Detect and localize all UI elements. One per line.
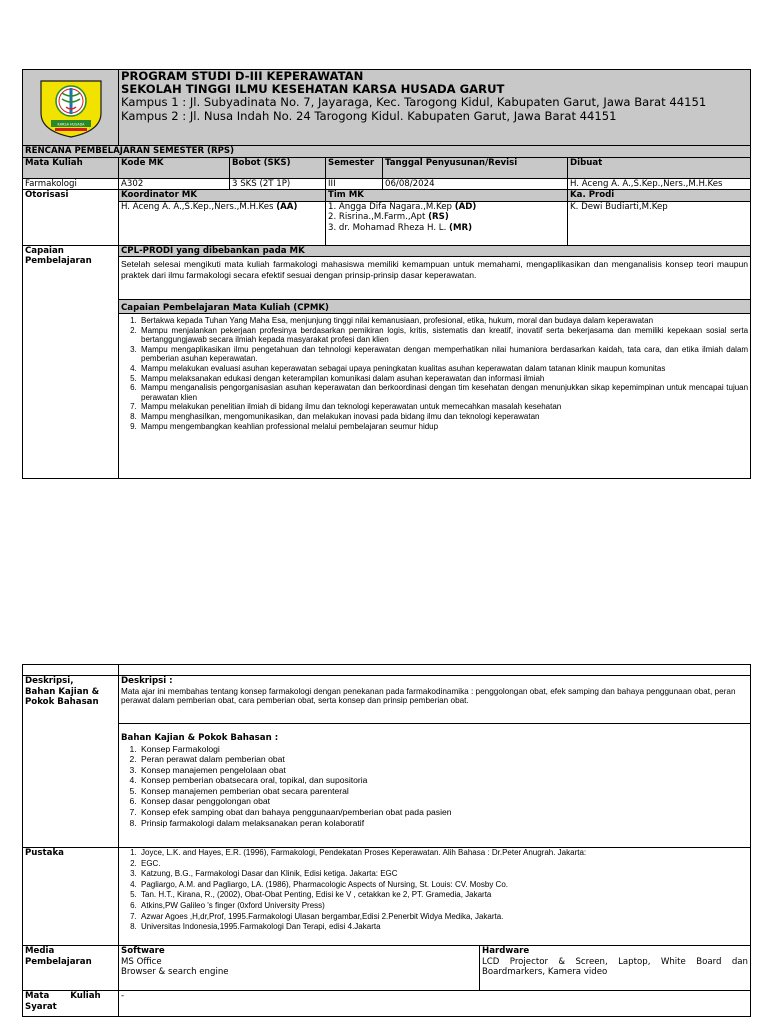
label-mata-kuliah-syarat: Mata Kuliah Syarat [23,991,119,1017]
cpmk-item: 8. Mampu menghasilkan, mengomunikasikan, dan melakukan inovasi pada bidang ilmu dan teknologi keperawatan [139,412,748,422]
pustaka-item: 8. Universitas Indonesia,1995.Farmakologi Dan Terapi, edisi 4.Jakarta [139,922,748,933]
bahan-kajian-item: 6. Konsep dasar penggolongan obat [139,796,748,807]
bahan-kajian-title: Bahan Kajian & Pokok Bahasan : [121,733,279,743]
mata-kuliah-syarat-value: - [119,991,751,1017]
value-bobot: 3 SKS (2T 1P) [230,178,326,190]
koordinator-code: (AA) [276,201,298,212]
pustaka-item: 5. Tan. H.T., Kirana, R., (2002), Obat-Obat Penting, Edisi ke V , cetakkan ke 2, PT. Gramedia, Jakarta [139,890,748,901]
pustaka-item: 2. EGC. [139,859,748,870]
value-mata-kuliah: Farmakologi [23,178,119,190]
software-cell [119,946,480,991]
cpmk-list-cell [119,314,751,479]
software-item: MS Office [121,956,162,967]
bahan-kajian-item: 7. Konsep efek samping obat dan bahaya penggunaan/pemberian obat pada pasien [139,807,748,818]
pustaka-item: 4. Pagliargo, A.M. and Pagliargo, LA. (1986), Pharmacologic Aspects of Nursing, St. Louis: CV. Mosby Co. [139,880,748,891]
ka-prodi-name: K. Dewi Budiarti,M.Kep [568,201,751,245]
logo-text: KARSA HUSADA [57,122,84,126]
cpmk-item: 4. Mampu melakukan evaluasi asuhan keperawatan sebagai upaya peningkatan kualitas asuhan keperawatan dalam tatanan klinik maupun komunitas [139,364,748,374]
cpmk-item: 7. Mampu melakukan penelitian ilmiah di bidang ilmu dan teknologi keperawatan untuk memecahkan masalah kesehatan [139,402,748,412]
value-kode-mk: A302 [119,178,230,190]
bahan-kajian-item: 8. Prinsip farmakologi dalam melaksanakan peran kolaboratif [139,818,748,829]
rps-title: RENCANA PEMBELAJARAN SEMESTER (RPS) [23,146,751,158]
hardware-title: Hardware [482,946,530,956]
school-logo [38,77,104,139]
bahan-kajian-item: 3. Konsep manajemen pengelolaan obat [139,765,748,776]
cpmk-list [121,316,748,431]
bahan-kajian-item: 4. Konsep pemberian obatsecara oral, topikal, dan supositoria [139,775,748,786]
label-media-pembelajaran: Media Pembelajaran [23,946,119,991]
school-title: SEKOLAH TINGGI ILMU KESEHATAN KARSA HUSADA GARUT [121,82,505,96]
logo-cell [23,70,119,146]
hardware-text: LCD Projector & Screen, Laptop, White Board dan Boardmarkers, Kamera video [482,956,748,977]
cpmk-item: 5. Mampu melaksanakan edukasi dengan keterampilan komunikasi dalam asuhan keperawatan dan informasi ilmiah [139,374,748,384]
label-tanggal: Tanggal Penyusunan/Revisi [383,157,568,178]
deskripsi-title: Deskripsi : [121,676,173,686]
koordinator-name: H. Aceng A. A.,S.Kep.,Ners.,M.H.Kes [121,201,274,212]
tim-member: 3. dr. Mohamad Rheza H. L. (MR) [328,222,473,233]
deskripsi-text: Mata ajar ini membahas tentang konsep farmakologi dengan penekanan pada farmakodinamika : penggolongan obat, efek samping dan bahaya penggunaan obat, peran perawat dalam pemberian obat, cara pemberian obat, serta konsep dan prinsip pemberian obat. [121,686,736,706]
cpmk-title: Capaian Pembelajaran Mata Kuliah (CPMK) [119,300,751,314]
cpl-prodi-title: CPL-PRODI yang dibebankan pada MK [119,245,751,257]
label-dibuat: Dibuat [568,157,751,178]
pustaka-item: 1. Joyce, L.K. and Hayes, E.R. (1996), Farmakologi, Pendekatan Proses Keperawatan. Alih Bahasa : Dr.Peter Anugrah. Jakarta: [139,848,748,859]
program-title: PROGRAM STUDI D-III KEPERAWATAN [121,69,364,83]
label-mata-kuliah: Mata Kuliah [23,157,119,178]
blank-cell [23,665,119,676]
tim-member: 1. Angga Difa Nagara.,M.Kep (AD) [328,201,477,212]
hardware-cell [480,946,751,991]
bahan-kajian-item: 1. Konsep Farmakologi [139,744,748,755]
label-semester: Semester [326,157,383,178]
value-tanggal: 06/08/2024 [383,178,568,190]
label-deskripsi: Deskripsi, Bahan Kajian & Pokok Bahasan [23,676,119,848]
cpmk-item: 9. Mampu mengembangkan keahlian professional melalui pembelajaran seumur hidup [139,422,748,432]
koordinator-mk [119,201,326,245]
blank-cell [119,665,751,676]
label-tim-mk: Tim MK [326,190,568,202]
cpmk-item: 3. Mampu mengaplikasikan ilmu pengetahuan dan tehnologi keperawatan dengan memperhatikan nilai humaniora berdasarkan kaidah, tata cara, dan etika ilmiah dalam pemberian asuhan keperawatan. [139,345,748,364]
deskripsi-cell [119,676,751,724]
bahan-kajian-list [121,744,748,829]
rps-table-page-2 [22,664,751,1017]
pustaka-item: 3. Katzung, B.G., Farmakologi Dasar dan Klinik, Edisi ketiga. Jakarta: EGC [139,869,748,880]
bahan-kajian-cell [119,724,751,848]
label-kode-mk: Kode MK [119,157,230,178]
rps-table-page-1 [22,69,751,479]
cpmk-item: 1. Bertakwa kepada Tuhan Yang Maha Esa, menjunjung tinggi nilai kemanusiaan, profesional, etika, hukum, moral dan budaya dalam keperawatan [139,316,748,326]
tim-mk-list [326,201,568,245]
label-pustaka: Pustaka [23,848,119,946]
value-semester: III [326,178,383,190]
value-dibuat: H. Aceng A. A.,S.Kep.,Ners.,M.H.Kes [568,178,751,190]
label-ka-prodi: Ka. Prodi [568,190,751,202]
pustaka-item: 7. Azwar Agoes ,H,dr,Prof, 1995.Farmakologi Ulasan bergambar,Edisi 2.Penerbit Widya Medika, Jakarta. [139,912,748,923]
bahan-kajian-item: 5. Konsep manajemen pemberian obat secara parenteral [139,786,748,797]
label-capaian-pembelajaran: Capaian Pembelajaran [23,245,119,479]
software-item: Browser & search engine [121,967,229,977]
tim-member: 2. Risrina.,M.Farm.,Apt (RS) [328,212,449,222]
cpl-prodi-text: Setelah selesai mengikuti mata kuliah farmakologi mahasiswa memiliki kemampuan untuk memahami, mengaplikasikan dan menganalisis konsep teori maupun praktek dari ilmu farmakologi secara efektif sesuai dengan prinsip-prinsip dasar keperawatan. [119,257,751,300]
software-title: Software [121,946,165,956]
label-otorisasi: Otorisasi [23,190,119,246]
pustaka-list [121,848,748,933]
cpmk-item: 6. Mampu menganalisis pengorganisasian asuhan keperawatan dan berkoordinasi dengan tim kesehatan dengan menunjukkan sikap kepemimpinan untuk mencapai tujuan perawatan klien [139,383,748,402]
header-text-cell [119,70,751,146]
campus-1-address: Kampus 1 : Jl. Subyadinata No. 7, Jayaraga, Kec. Tarogong Kidul, Kabupaten Garut, Jawa Barat 44151 [121,95,707,109]
pustaka-item: 6. Atkins,PW Galileo 's finger (0xford University Press) [139,901,748,912]
label-bobot: Bobot (SKS) [230,157,326,178]
bahan-kajian-item: 2. Peran perawat dalam pemberian obat [139,754,748,765]
label-koordinator-mk: Koordinator MK [119,190,326,202]
pustaka-cell [119,848,751,946]
campus-2-address: Kampus 2 : Jl. Nusa Indah No. 24 Tarogong Kidul. Kabupaten Garut, Jawa Barat 44151 [121,108,617,123]
cpmk-item: 2. Mampu menjalankan pekerjaan profesinya berdasarkan pemikiran logis, kritis, sistematis dan kreatif, inovatif serta bekerjasama dan memiliki kepekaan sosial serta bertanggungjawab secara ilmiah kepada masyarakat profesi dan klien [139,326,748,345]
